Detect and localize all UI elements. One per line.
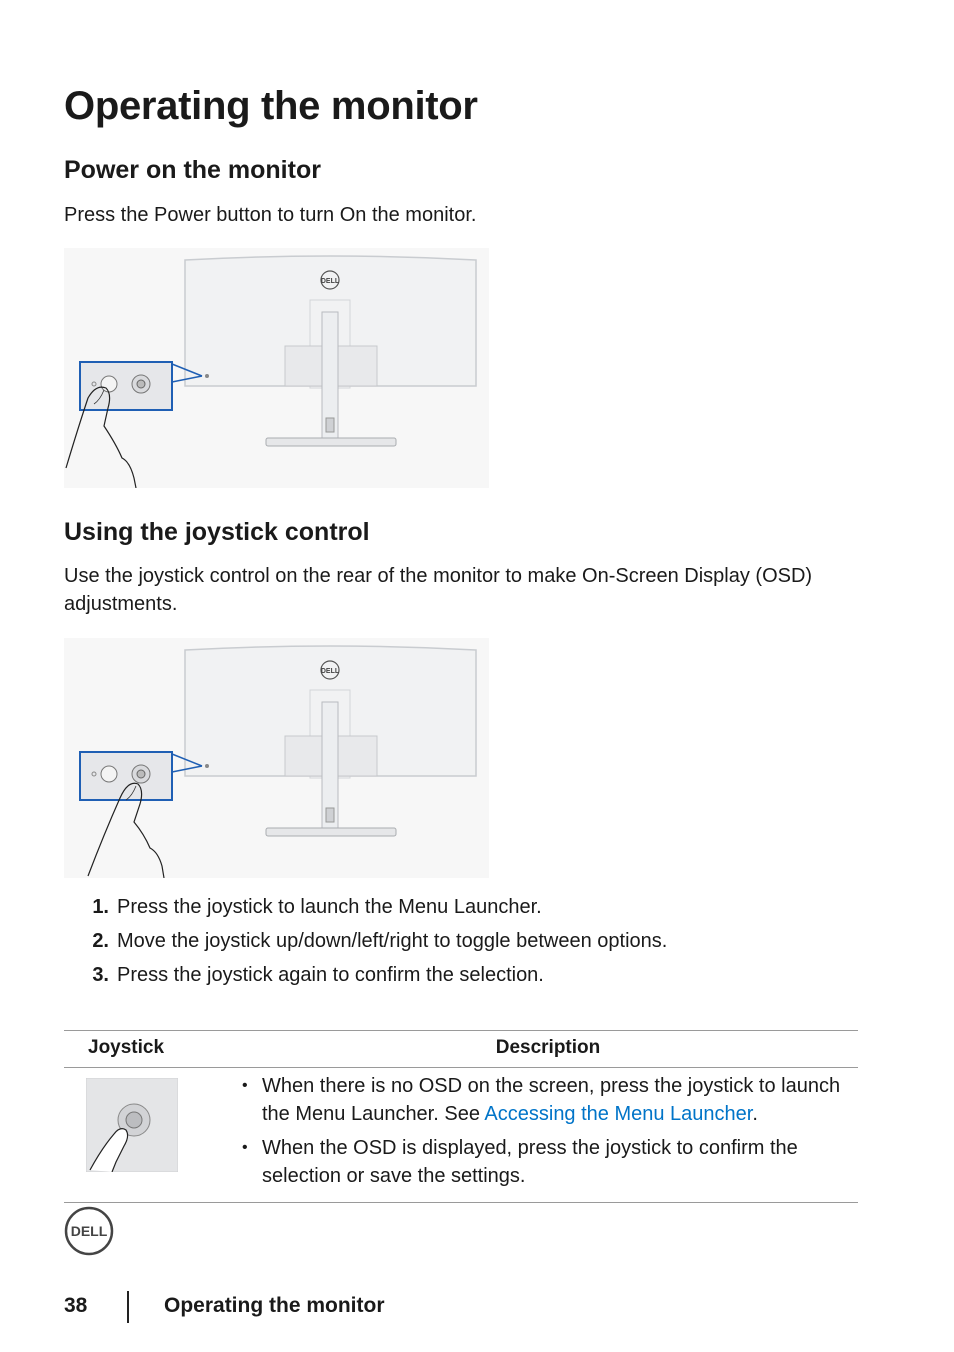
list-item: • When the OSD is displayed, press the joystick to confirm the selection or save the settings.: [242, 1137, 798, 1187]
power-figure: [64, 248, 489, 488]
table-row: [64, 1068, 858, 1203]
svg-text:DELL: DELL: [320, 668, 340, 675]
footer-divider: [127, 1291, 129, 1323]
joystick-text: Use the joystick control on the rear of the monitor to make On-Screen Display (OSD) adjustments.: [64, 565, 813, 615]
joystick-press-image: [86, 1078, 178, 1172]
accessing-menu-launcher-link[interactable]: Accessing the Menu Launcher: [484, 1103, 753, 1125]
description-cell: [238, 1068, 858, 1203]
list-item: 3. Press the joystick again to confirm the selection.: [92, 964, 544, 986]
list-item: • When there is no OSD on the screen, press the joystick to launch the Menu Launcher. See Accessing the Menu Launcher.: [242, 1075, 841, 1125]
steps-list: [64, 890, 864, 992]
svg-text:DELL: DELL: [70, 1223, 108, 1239]
page-number: 38: [64, 1294, 88, 1317]
table-header-row: [64, 1031, 858, 1068]
svg-text:DELL: DELL: [320, 278, 340, 285]
header-joystick: Joystick: [64, 1031, 238, 1068]
joystick-table: [64, 1030, 858, 1203]
page-title: Operating the monitor: [64, 84, 478, 128]
header-description: Description: [238, 1031, 858, 1068]
footer-section-title: Operating the monitor: [164, 1294, 385, 1317]
power-heading: Power on the monitor: [64, 156, 321, 184]
list-item: 2. Move the joystick up/down/left/right to toggle between options.: [92, 930, 668, 952]
dell-logo-icon: [64, 1206, 114, 1256]
joystick-heading: Using the joystick control: [64, 518, 370, 546]
list-item: 1. Press the joystick to launch the Menu Launcher.: [92, 896, 542, 918]
joystick-image-cell: [64, 1068, 238, 1203]
power-text: Press the Power button to turn On the monitor.: [64, 204, 477, 226]
joystick-figure: [64, 638, 489, 878]
